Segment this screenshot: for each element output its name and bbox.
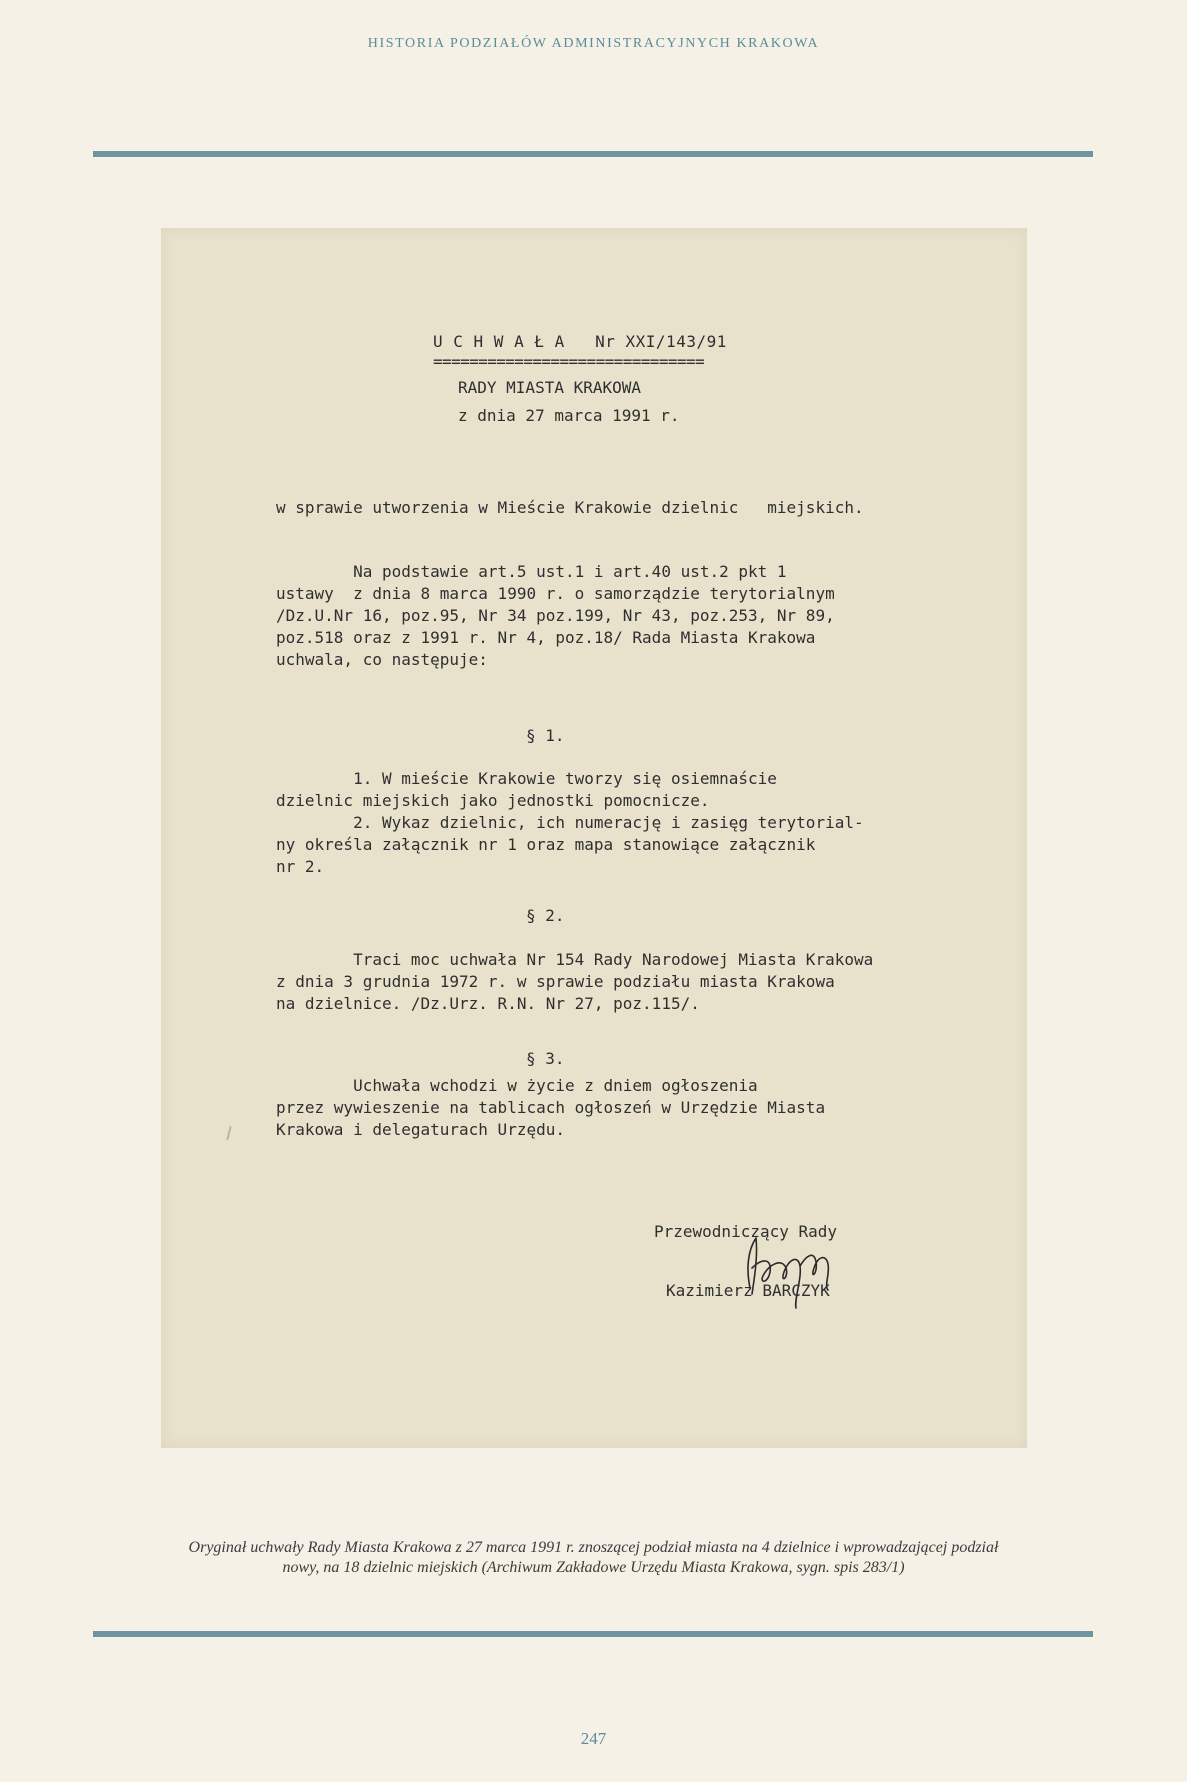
section-1-text: 1. W mieście Krakowie tworzy się osiemnaście dzielnic miejskich jako jednostki pomocnicze. 2. Wykaz dzielnic, ich numerację i zasięg terytorial- ny określa załącznik nr 1 oraz mapa stanowiące załącznik nr 2. [276, 769, 864, 876]
handwritten-signature [736, 1228, 846, 1310]
top-divider [93, 151, 1093, 157]
document-scan [161, 228, 1027, 1448]
page-number: 247 [580, 1729, 607, 1748]
resolution-title: U C H W A Ł A Nr XXI/143/91 [433, 332, 727, 351]
preamble: Na podstawie art.5 ust.1 i art.40 ust.2 pkt 1 ustawy z dnia 8 marca 1990 r. o samorządzie terytorialnym /Dz.U.Nr 16, poz.95, Nr 34 poz.199, Nr 43, poz.253, Nr 89, poz.518 oraz z 1991 r. Nr 4, poz.18/ Rada Miasta Krakowa uchwala, co następuje: [276, 562, 835, 669]
resolution-subject: w sprawie utworzenia w Mieście Krakowie dzielnic miejskich. [276, 498, 864, 517]
resolution-date: z dnia 27 marca 1991 r. [458, 406, 680, 425]
section-3-heading: § 3. [526, 1049, 565, 1068]
section-1-heading: § 1. [526, 726, 565, 745]
signature-role: Przewodniczący Rady [654, 1222, 838, 1241]
figure-caption: Oryginał uchwały Rady Miasta Krakowa z 27 marca 1991 r. znoszącej podział miasta na 4 dzielnice i wprowadzającej podział nowy, na 18 dzielnic miejskich (Archiwum Zakładowe Urzędu Miasta Krakowa, sygn. spis 283/1) [188, 1539, 999, 1576]
bottom-divider [93, 1631, 1093, 1637]
running-head: HISTORIA PODZIAŁÓW ADMINISTRACYJNYCH KRAKOWA [367, 36, 820, 51]
section-2-heading: § 2. [526, 906, 565, 925]
signature-name: Kazimierz BARCZYK [666, 1281, 830, 1300]
section-2-text: Traci moc uchwała Nr 154 Rady Narodowej Miasta Krakowa z dnia 3 grudnia 1972 r. w sprawie podziału miasta Krakowa na dzielnice. /Dz.Urz. R.N. Nr 27, poz.115/. [276, 950, 874, 1013]
council-name: RADY MIASTA KRAKOWA [458, 378, 642, 397]
title-underline: ============================== [433, 352, 704, 371]
section-3-text: Uchwała wchodzi w życie z dniem ogłoszenia przez wywieszenie na tablicach ogłoszeń w Urzędzie Miasta Krakowa i delegaturach Urzędu. [276, 1076, 826, 1139]
